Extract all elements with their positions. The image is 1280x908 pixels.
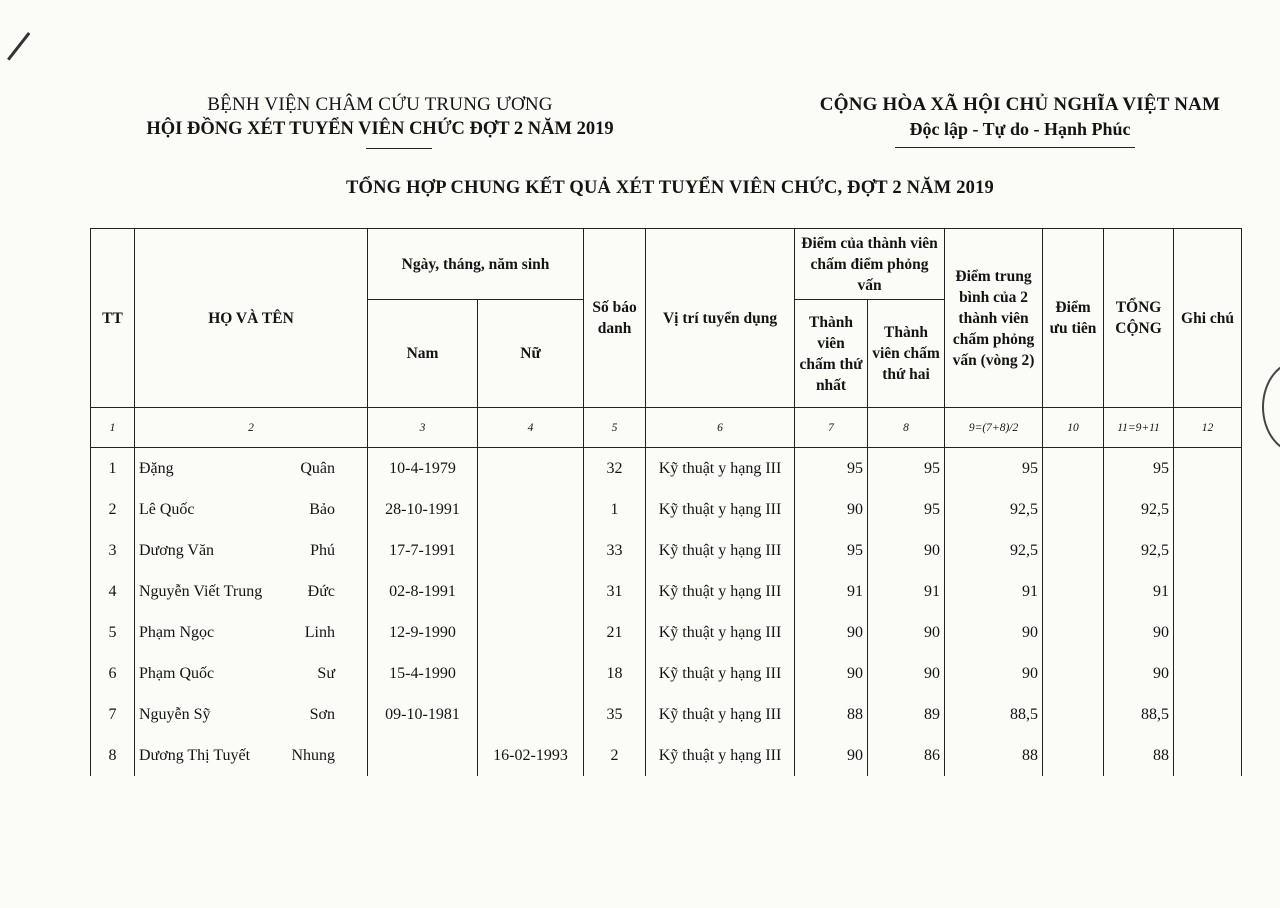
- member2-score: 89: [868, 694, 945, 735]
- candidate-name: [135, 489, 368, 530]
- male-birth-date: 10-4-1979: [368, 448, 478, 490]
- priority-score: [1043, 653, 1104, 694]
- header-male: Nam: [368, 300, 478, 408]
- member1-score: 90: [795, 612, 868, 653]
- header-note: Ghi chú: [1174, 229, 1242, 408]
- table-row: [91, 694, 1242, 735]
- given-name: Bảo: [309, 500, 335, 518]
- header-member-scores: Điểm của thành viên chấm điểm phỏng vấn: [795, 229, 945, 300]
- given-name: Linh: [304, 623, 335, 641]
- surname: Dương Thị Tuyết: [139, 746, 251, 764]
- male-birth-date: 02-8-1991: [368, 571, 478, 612]
- member1-score: 88: [795, 694, 868, 735]
- female-birth-date: [478, 489, 584, 530]
- column-number: 9=(7+8)/2: [945, 408, 1043, 448]
- average-score: 88: [945, 735, 1043, 776]
- candidate-number: 33: [584, 530, 646, 571]
- male-birth-date: 09-10-1981: [368, 694, 478, 735]
- member1-score: 91: [795, 571, 868, 612]
- total-score: 91: [1104, 571, 1174, 612]
- given-name: Quân: [300, 459, 335, 477]
- female-birth-date: [478, 530, 584, 571]
- member2-score: 90: [868, 653, 945, 694]
- job-position: Kỹ thuật y hạng III: [646, 694, 795, 735]
- female-birth-date: [478, 653, 584, 694]
- female-birth-date: [478, 694, 584, 735]
- total-score: 88,5: [1104, 694, 1174, 735]
- member2-score: 95: [868, 448, 945, 490]
- average-score: 95: [945, 448, 1043, 490]
- job-position: Kỹ thuật y hạng III: [646, 571, 795, 612]
- priority-score: [1043, 735, 1104, 776]
- member1-score: 90: [795, 735, 868, 776]
- priority-score: [1043, 694, 1104, 735]
- table-row: [91, 653, 1242, 694]
- surname: Phạm Quốc: [139, 664, 215, 682]
- surname: Nguyễn Sỹ: [139, 705, 211, 723]
- row-number: 8: [91, 735, 135, 776]
- table-row: [91, 735, 1242, 776]
- column-number: 5: [584, 408, 646, 448]
- average-score: 91: [945, 571, 1043, 612]
- organization-header: [110, 94, 650, 140]
- row-number: 3: [91, 530, 135, 571]
- header-position: Vị trí tuyển dụng: [646, 229, 795, 408]
- total-score: 90: [1104, 612, 1174, 653]
- official-seal: [1262, 360, 1280, 454]
- header-tt: TT: [91, 229, 135, 408]
- given-name: Đức: [307, 582, 335, 600]
- male-birth-date: 15-4-1990: [368, 653, 478, 694]
- note: [1174, 530, 1242, 571]
- priority-score: [1043, 489, 1104, 530]
- given-name: Nhung: [291, 746, 335, 764]
- column-number: 10: [1043, 408, 1104, 448]
- row-number: 7: [91, 694, 135, 735]
- total-score: 92,5: [1104, 489, 1174, 530]
- header-total: TỔNG CỘNG: [1104, 229, 1174, 408]
- header-name: HỌ VÀ TÊN: [135, 229, 368, 408]
- total-score: 88: [1104, 735, 1174, 776]
- pen-mark: [7, 32, 30, 61]
- job-position: Kỹ thuật y hạng III: [646, 448, 795, 490]
- total-score: 90: [1104, 653, 1174, 694]
- candidate-name: [135, 735, 368, 776]
- member1-score: 90: [795, 489, 868, 530]
- job-position: Kỹ thuật y hạng III: [646, 489, 795, 530]
- table-row: [91, 612, 1242, 653]
- national-header: [780, 94, 1260, 140]
- member1-score: 95: [795, 448, 868, 490]
- candidate-number: 32: [584, 448, 646, 490]
- surname: Đặng: [139, 459, 174, 477]
- member2-score: 91: [868, 571, 945, 612]
- column-number: 12: [1174, 408, 1242, 448]
- priority-score: [1043, 530, 1104, 571]
- header-average: Điểm trung bình của 2 thành viên chấm phỏng vấn (vòng 2): [945, 229, 1043, 408]
- table-row: [91, 489, 1242, 530]
- note: [1174, 735, 1242, 776]
- table-body: [91, 448, 1242, 777]
- column-number: 11=9+11: [1104, 408, 1174, 448]
- member2-score: 90: [868, 612, 945, 653]
- surname: Phạm Ngọc: [139, 623, 215, 641]
- candidate-number: 21: [584, 612, 646, 653]
- priority-score: [1043, 448, 1104, 490]
- total-score: 95: [1104, 448, 1174, 490]
- candidate-name: [135, 653, 368, 694]
- average-score: 90: [945, 612, 1043, 653]
- priority-score: [1043, 612, 1104, 653]
- candidate-name: [135, 571, 368, 612]
- candidate-name: [135, 530, 368, 571]
- member1-score: 90: [795, 653, 868, 694]
- table-row: [91, 571, 1242, 612]
- average-score: 92,5: [945, 489, 1043, 530]
- council-name: HỘI ĐỒNG XÉT TUYỂN VIÊN CHỨC ĐỢT 2 NĂM 2019: [146, 119, 614, 139]
- nation-name: CỘNG HÒA XÃ HỘI CHỦ NGHĨA VIỆT NAM: [819, 94, 1221, 115]
- hospital-name: BỆNH VIỆN CHÂM CỨU TRUNG ƯƠNG: [207, 94, 553, 115]
- table-row: [91, 530, 1242, 571]
- average-score: 88,5: [945, 694, 1043, 735]
- column-number: 6: [646, 408, 795, 448]
- results-table: [90, 228, 1242, 776]
- candidate-name: [135, 448, 368, 490]
- divider: [895, 147, 1135, 148]
- female-birth-date: [478, 571, 584, 612]
- surname: Nguyễn Viết Trung: [139, 582, 263, 600]
- candidate-number: 18: [584, 653, 646, 694]
- candidate-name: [135, 694, 368, 735]
- note: [1174, 489, 1242, 530]
- note: [1174, 571, 1242, 612]
- national-motto: Độc lập - Tự do - Hạnh Phúc: [909, 119, 1131, 139]
- female-birth-date: [478, 448, 584, 490]
- row-number: 5: [91, 612, 135, 653]
- surname: Lê Quốc: [139, 500, 195, 518]
- header-sbd: Số báo danh: [584, 229, 646, 408]
- header-priority: Điểm ưu tiên: [1043, 229, 1104, 408]
- header-member1: Thành viên chấm thứ nhất: [795, 300, 868, 408]
- divider: [366, 148, 432, 149]
- note: [1174, 653, 1242, 694]
- given-name: Sơn: [309, 705, 335, 723]
- note: [1174, 612, 1242, 653]
- column-number: 2: [135, 408, 368, 448]
- note: [1174, 694, 1242, 735]
- row-number: 4: [91, 571, 135, 612]
- male-birth-date: [368, 735, 478, 776]
- candidate-name: [135, 612, 368, 653]
- male-birth-date: 28-10-1991: [368, 489, 478, 530]
- header-female: Nữ: [478, 300, 584, 408]
- male-birth-date: 17-7-1991: [368, 530, 478, 571]
- candidate-number: 2: [584, 735, 646, 776]
- average-score: 90: [945, 653, 1043, 694]
- priority-score: [1043, 571, 1104, 612]
- note: [1174, 448, 1242, 490]
- column-number: 4: [478, 408, 584, 448]
- header-member2: Thành viên chấm thứ hai: [868, 300, 945, 408]
- table-row: [91, 448, 1242, 490]
- candidate-number: 31: [584, 571, 646, 612]
- total-score: 92,5: [1104, 530, 1174, 571]
- job-position: Kỹ thuật y hạng III: [646, 653, 795, 694]
- row-number: 6: [91, 653, 135, 694]
- column-number: 8: [868, 408, 945, 448]
- member2-score: 86: [868, 735, 945, 776]
- average-score: 92,5: [945, 530, 1043, 571]
- surname: Dương Văn: [139, 541, 215, 559]
- row-number: 2: [91, 489, 135, 530]
- female-birth-date: [478, 612, 584, 653]
- job-position: Kỹ thuật y hạng III: [646, 612, 795, 653]
- header-dob: Ngày, tháng, năm sinh: [368, 229, 584, 300]
- job-position: Kỹ thuật y hạng III: [646, 735, 795, 776]
- document-title: TỔNG HỢP CHUNG KẾT QUẢ XÉT TUYỂN VIÊN CHỨC, ĐỢT 2 NĂM 2019: [345, 178, 995, 198]
- male-birth-date: 12-9-1990: [368, 612, 478, 653]
- member2-score: 90: [868, 530, 945, 571]
- given-name: Sư: [317, 664, 335, 682]
- female-birth-date: 16-02-1993: [478, 735, 584, 776]
- member2-score: 95: [868, 489, 945, 530]
- column-number: 3: [368, 408, 478, 448]
- given-name: Phú: [310, 541, 335, 559]
- candidate-number: 1: [584, 489, 646, 530]
- job-position: Kỹ thuật y hạng III: [646, 530, 795, 571]
- candidate-number: 35: [584, 694, 646, 735]
- row-number: 1: [91, 448, 135, 490]
- column-number: 1: [91, 408, 135, 448]
- column-number: 7: [795, 408, 868, 448]
- member1-score: 95: [795, 530, 868, 571]
